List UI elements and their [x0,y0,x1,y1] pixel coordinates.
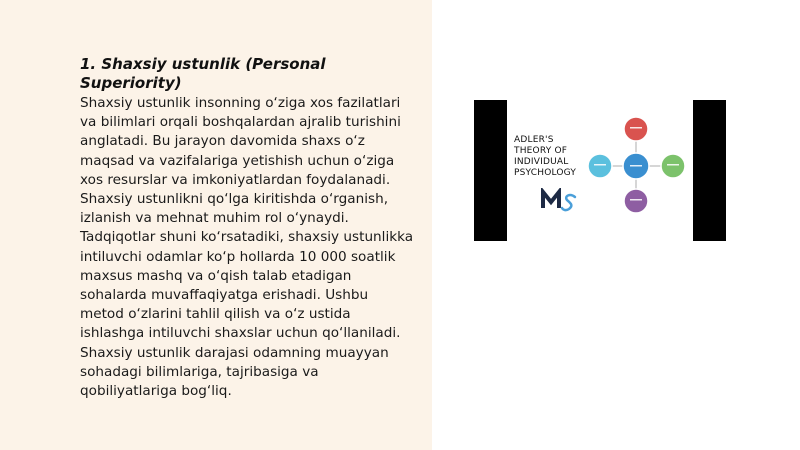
image-title-line: THEORY OF [514,146,568,156]
image-title-line: PSYCHOLOGY [514,168,577,178]
diagram-node-bottom [624,189,648,213]
adler-theory-image [474,100,726,241]
image-title-line: ADLER'S [514,135,554,145]
adler-diagram-icon [584,115,689,215]
diagram-node-left [588,154,612,178]
image-title-line: INDIVIDUAL [514,157,569,167]
ms-logo-icon [541,188,579,214]
image-right-black-bar [693,100,726,241]
diagram-node-right [661,154,685,178]
diagram-node-top [624,117,648,141]
slide-body-text: Shaxsiy ustunlik insonning o‘ziga xos fazilatlari va bilimlari orqali boshqalardan ajralib turishini anglatadi. Bu jarayon davomida shaxs o‘z maqsad va vazifalariga yetishish uchun o‘ziga xos resurslar va imkoniyatlardan foydalanadi. Shaxsiy ustunlikni qo‘lga kiritishda o‘rganish, izlanish va mehnat muhim rol o‘ynaydi. Tadqiqotlar shuni ko‘rsatadiki, shaxsiy ustunlikka intiluvchi odamlar ko‘p hollarda 10 000 soatlik maxsus mashq va o‘qish talab etadigan sohalarda muvaffaqiyatga erishadi. Ushbu metod o‘zlarini tahlil qilish va o‘z ustida ishlashga intiluvchi shaxslar uchun qo‘llaniladi. Shaxsiy ustunlik darajasi odamning muayyan sohadagi bilimlariga, tajribasiga va qobiliyatlariga bog‘liq. [80,95,414,400]
image-left-black-bar [474,100,507,241]
slide-heading: 1. Shaxsiy ustunlik (Personal Superiority) [80,55,326,92]
